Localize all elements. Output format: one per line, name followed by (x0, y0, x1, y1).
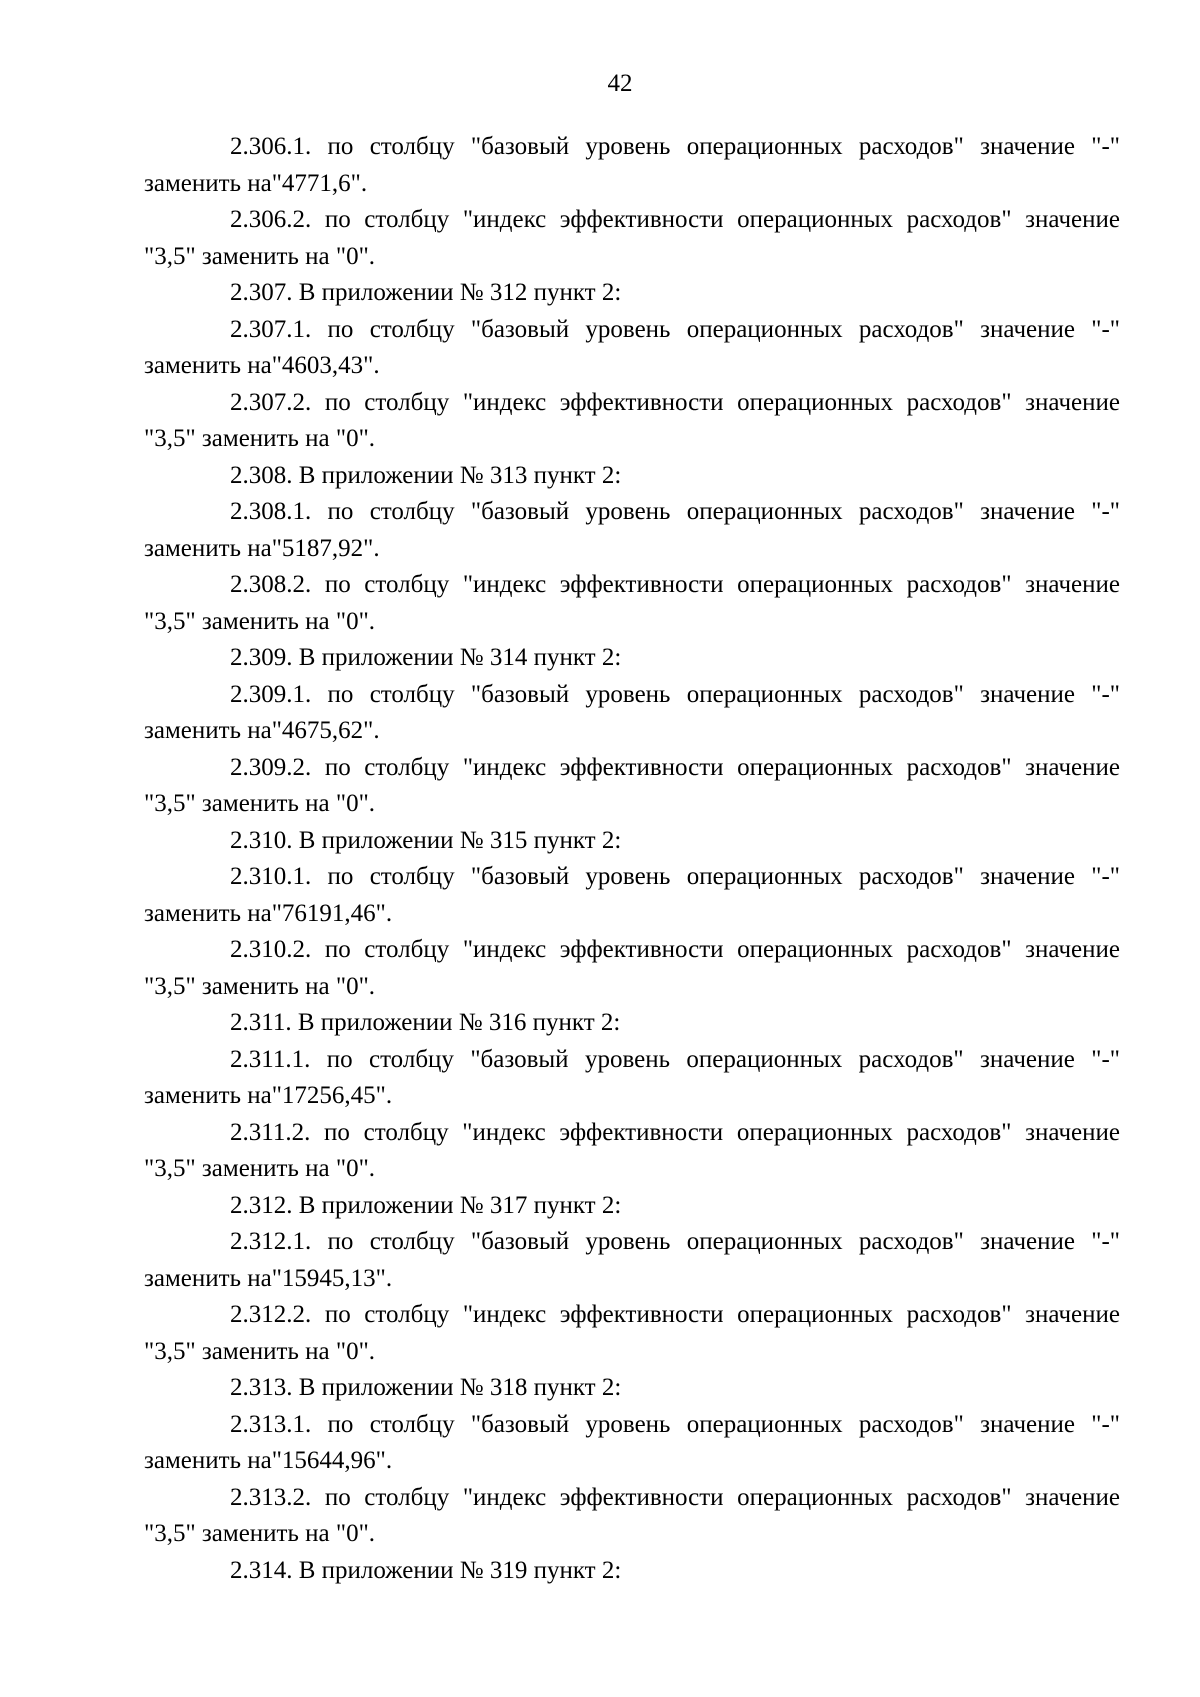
paragraph: 2.313.2. по столбцу "индекс эффективности операционных расходов" значение "3,5" заменить на "0". (144, 1483, 1120, 1547)
paragraph: 2.309.1. по столбцу "базовый уровень операционных расходов" значение "-" заменить на"4675,62". (144, 680, 1120, 744)
paragraph: 2.307.1. по столбцу "базовый уровень операционных расходов" значение "-" заменить на"4603,43". (144, 315, 1120, 379)
paragraph: 2.312.1. по столбцу "базовый уровень операционных расходов" значение "-" заменить на"15945,13". (144, 1228, 1120, 1292)
paragraph: 2.311.2. по столбцу "индекс эффективности операционных расходов" значение "3,5" заменить на "0". (144, 1118, 1120, 1182)
paragraph: 2.309. В приложении № 314 пункт 2: (230, 644, 622, 671)
paragraph: 2.312. В приложении № 317 пункт 2: (230, 1191, 622, 1219)
paragraph: 2.307.2. по столбцу "индекс эффективности операционных расходов" значение "3,5" заменить на "0". (144, 388, 1120, 452)
paragraph: 2.313.1. по столбцу "базовый уровень операционных расходов" значение "-" заменить на"15644,96". (144, 1410, 1120, 1474)
document-body (144, 129, 1120, 1589)
paragraph: 2.308.1. по столбцу "базовый уровень операционных расходов" значение "-" заменить на"5187,92". (144, 498, 1120, 562)
paragraph: 2.307. В приложении № 312 пункт 2: (230, 279, 622, 306)
paragraph: 2.306.1. по столбцу "базовый уровень операционных расходов" значение "-" заменить на"4771,6". (144, 133, 1120, 197)
paragraph: 2.310. В приложении № 315 пункт 2: (230, 826, 622, 854)
paragraph: 2.309.2. по столбцу "индекс эффективности операционных расходов" значение "3,5" заменить на "0". (144, 753, 1120, 817)
paragraph: 2.310.1. по столбцу "базовый уровень операционных расходов" значение "-" заменить на"76191,46". (144, 863, 1120, 927)
paragraph: 2.306.2. по столбцу "индекс эффективности операционных расходов" значение "3,5" заменить на "0". (144, 206, 1120, 270)
paragraph: 2.311. В приложении № 316 пункт 2: (230, 1009, 621, 1036)
paragraph: 2.308.2. по столбцу "индекс эффективности операционных расходов" значение "3,5" заменить на "0". (144, 571, 1120, 635)
paragraph: 2.308. В приложении № 313 пункт 2: (230, 461, 622, 489)
paragraph: 2.312.2. по столбцу "индекс эффективности операционных расходов" значение "3,5" заменить на "0". (144, 1301, 1120, 1365)
paragraph: 2.311.1. по столбцу "базовый уровень операционных расходов" значение "-" заменить на"17256,45". (144, 1045, 1120, 1109)
page-number: 42 (607, 70, 633, 97)
paragraph: 2.314. В приложении № 319 пункт 2: (230, 1556, 622, 1584)
paragraph: 2.310.2. по столбцу "индекс эффективности операционных расходов" значение "3,5" заменить на "0". (144, 936, 1120, 1000)
paragraph: 2.313. В приложении № 318 пункт 2: (230, 1374, 622, 1401)
